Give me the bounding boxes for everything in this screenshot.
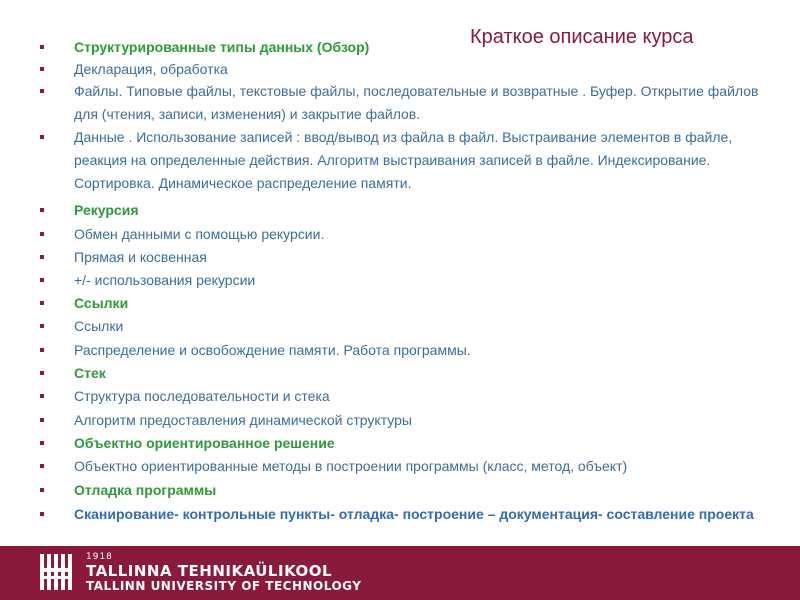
bullet-icon bbox=[40, 135, 44, 139]
list-item-text: Объектно ориентированные методы в построении программы (класс, метод, объект) bbox=[74, 458, 628, 474]
list-item-text: Структура последовательности и стека bbox=[74, 388, 330, 404]
list-item-text: Структурированные типы данных (Обзор) bbox=[74, 39, 370, 55]
list-item-text: Объектно ориентированное решение bbox=[74, 435, 335, 451]
bullet-icon bbox=[40, 488, 44, 492]
list-item-text: Данные . Использование записей : ввод/вывод из файла в файл. Выстраивание элементов в файле, реакция на определенные действия. Алгоритм выстраивания записей в файле. Индексирование. Сортировка. Динамическое распределение памяти. bbox=[74, 129, 733, 191]
bullet-icon bbox=[40, 67, 44, 71]
bullet-icon bbox=[40, 255, 44, 259]
footer-banner bbox=[0, 546, 800, 600]
list-item-text: Обмен данными с помощью рекурсии. bbox=[74, 226, 325, 242]
bullet-icon bbox=[40, 278, 44, 282]
bullet-icon bbox=[40, 512, 44, 516]
list-item-text: Отладка программы bbox=[74, 482, 217, 498]
university-name-en: TALLINN UNIVERSITY OF TECHNOLOGY bbox=[86, 579, 362, 593]
bullet-icon bbox=[40, 89, 44, 93]
list-item-text: Сканирование- контрольные пункты- отладка- построение – документация- составление проекта bbox=[74, 506, 754, 522]
bullet-icon bbox=[40, 464, 44, 468]
list-item-text: Файлы. Типовые файлы, текстовые файлы, последовательные и возвратные . Буфер. Открытие файлов для (чтения, записи, изменения) и закрытие файлов. bbox=[74, 83, 759, 122]
bullet-icon bbox=[40, 45, 44, 49]
university-name-et: TALLINNA TEHNIKAÜLIKOOL bbox=[86, 562, 333, 580]
list-item-text: Стек bbox=[74, 365, 106, 381]
list-item-text: Распределение и освобождение памяти. Работа программы. bbox=[74, 342, 471, 358]
bullet-icon bbox=[40, 208, 44, 212]
bullet-icon bbox=[40, 324, 44, 328]
footer-year: 1918 bbox=[86, 552, 113, 562]
bullet-icon bbox=[40, 418, 44, 422]
list-item-text: Прямая и косвенная bbox=[74, 249, 207, 265]
bullet-icon bbox=[40, 232, 44, 236]
list-item-text: Ссылки bbox=[74, 318, 124, 334]
list-item-text: Ссылки bbox=[74, 295, 129, 311]
list-item-text: Декларация, обработка bbox=[74, 61, 228, 77]
bullet-icon bbox=[40, 441, 44, 445]
bullet-icon bbox=[40, 301, 44, 305]
bullet-icon bbox=[40, 394, 44, 398]
bullet-icon bbox=[40, 348, 44, 352]
list-item-text: Алгоритм предоставления динамической структуры bbox=[74, 412, 412, 428]
university-logo-icon bbox=[40, 554, 76, 592]
list-item-text: Рекурсия bbox=[74, 202, 139, 218]
list-item-text: +/- использования рекурсии bbox=[74, 272, 256, 288]
bullet-icon bbox=[40, 371, 44, 375]
page-title: Краткое описание курса bbox=[470, 26, 694, 48]
